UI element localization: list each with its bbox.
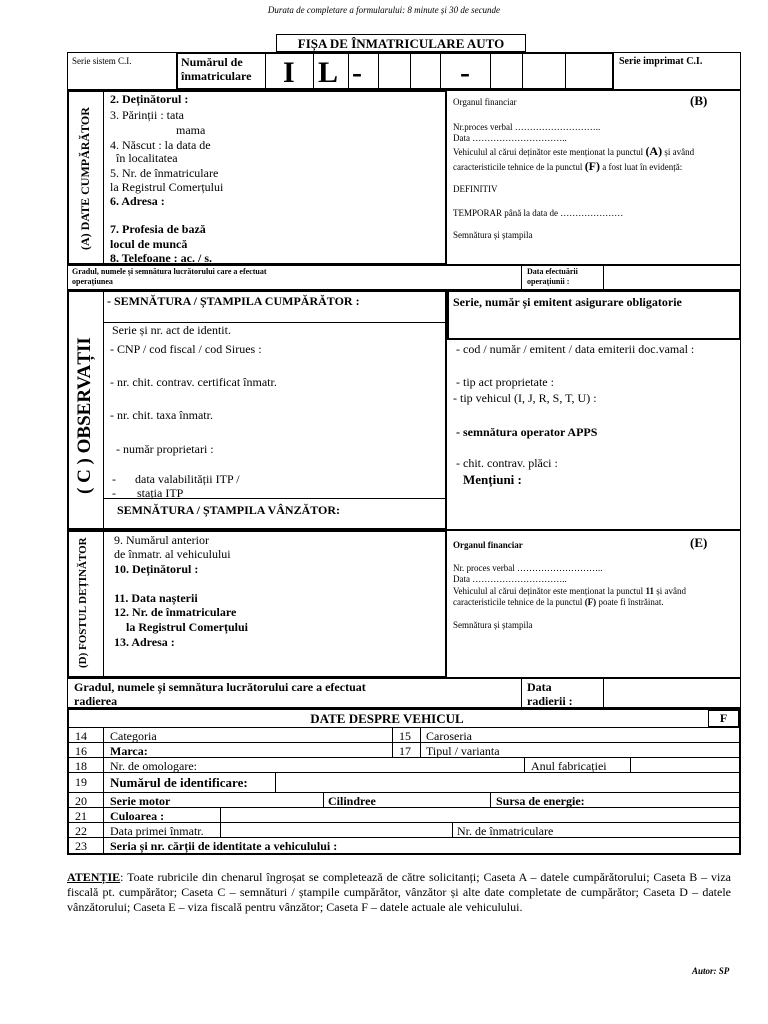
row-16-num: 16: [75, 744, 87, 758]
section-b-label: (B): [690, 93, 708, 108]
data-radierii-2: radierii :: [527, 694, 573, 708]
gradul-radiere: Gradul, numele și semnătura lucrătorului care a efectuat radierea: [74, 680, 366, 708]
itp-statia: stația ITP: [137, 486, 184, 500]
section-e-label: (E): [690, 535, 708, 550]
field-12-registru: la Registrul Comerțului: [126, 620, 248, 634]
section-d-vertical-label: (D) FOSTUL DEȚINĂTOR: [77, 537, 89, 668]
e-vehicul-line2: caracteristicile tehnice de la punctul (F) poate fi înstrăinat.: [453, 597, 664, 607]
section-f-label: F: [719, 711, 728, 725]
row-23-seria-carte: Seria și nr. cărții de identitate a vehiculului :: [110, 839, 338, 853]
itp-valabilitate: data valabilității ITP /: [135, 472, 240, 486]
b-vehicul-line1: Vehiculul al cărui deținător este menționat la punctul (A) și având: [453, 144, 695, 158]
row-14-categoria: Categoria: [110, 729, 157, 743]
gradul-operatiune: Gradul, numele și semnătura lucrătorului care a efectuat operațiunea: [72, 267, 267, 286]
row-20-sursa-energie: Sursa de energie:: [496, 794, 585, 808]
e-organ-financiar: Organul financiar: [453, 540, 523, 550]
b-definitiv: DEFINITIV: [453, 184, 498, 194]
row-17-num: 17: [399, 744, 411, 758]
e-data: Data …………………………..: [453, 574, 567, 584]
anul-fabricatiei: Anul fabricației: [531, 759, 607, 773]
serie-sistem-label: Serie sistem C.I.: [72, 56, 132, 66]
semnatura-apps: - semnătura operator APPS: [456, 425, 598, 439]
b-temporar: TEMPORAR până la data de …………………: [453, 208, 624, 218]
row-22-num: 22: [75, 824, 87, 838]
plate-char-2: L: [318, 56, 339, 89]
row-17-tipul: Tipul / varianta: [426, 744, 500, 758]
chit-placi: - chit. contrav. plăci :: [456, 456, 558, 470]
field-8-telefoane: 8. Telefoane : ac. / s.: [110, 251, 212, 265]
field-12-nr-inmatr: 12. Nr. de înmatriculare: [114, 605, 237, 619]
field-11-data-nasterii: 11. Data nașterii: [114, 591, 198, 605]
row-21-num: 21: [75, 809, 87, 823]
b-nr-proces: Nr.proces verbal ………………………..: [453, 122, 601, 132]
row-22-nr-inmatr: Nr. de înmatriculare: [457, 824, 554, 838]
row-18-num: 18: [75, 759, 87, 773]
row-15-num: 15: [399, 729, 411, 743]
row-22-data-primei: Data primei înmatr.: [110, 824, 204, 838]
row-19-nr-identificare: Numărul de identificare:: [110, 775, 248, 790]
section-a-vertical-label: (A) DATE CUMPĂRĂTOR: [78, 107, 92, 250]
atentie-paragraph: ATENȚIE: Toate rubricile din chenarul îngroșat se completează de către solicitanți; Caseta A – datele cumpărătorului; Caseta B – viza fiscală pt. cumpărător; Caseta C – semnături / ștampile cumpărător, vânzător și alte date completate de cumpărător; Caseta D – datele vânzătorului; Caseta E – viza fiscală pentru vânzător; Caseta F – datele actuale ale vehiculului.: [67, 870, 731, 914]
row-20-cilindree: Cilindree: [328, 794, 376, 808]
section-c-vertical-label: ( C ) OBSERVAȚII: [74, 337, 95, 494]
cnp-cod-fiscal: - CNP / cod fiscal / cod Sirues :: [110, 342, 262, 356]
chit-taxa: - nr. chit. taxa înmatr.: [110, 408, 213, 422]
semnatura-vanzator: SEMNĂTURA / ȘTAMPILA VÂNZĂTOR:: [117, 503, 341, 517]
mentiuni: Mențiuni :: [463, 472, 522, 487]
field-9-vehicul: de înmatr. al vehiculului: [114, 547, 231, 561]
data-radierii-1: Data: [527, 680, 552, 694]
field-2-detinator: 2. Deținătorul :: [110, 92, 189, 106]
b-data: Data …………………………..: [453, 133, 567, 143]
numar-proprietari: - număr proprietari :: [116, 442, 214, 456]
field-7-profesia: 7. Profesia de bază: [110, 222, 206, 236]
field-9-nr-anterior: 9. Numărul anterior: [114, 533, 209, 547]
asigurare-obligatorie: Serie, număr și emitent asigurare obligatorie: [453, 295, 682, 309]
row-18-omologare: Nr. de omologare:: [110, 759, 197, 773]
field-4-localitate: în localitatea: [116, 151, 178, 165]
b-vehicul-line2: caracteristicile tehnice de la punctul (F) a fost luat în evidență:: [453, 159, 683, 173]
row-23-num: 23: [75, 839, 87, 853]
row-14-num: 14: [75, 729, 87, 743]
plate-char-1: I: [283, 56, 295, 89]
cod-doc-vamal: - cod / număr / emitent / data emiterii doc.vamal :: [456, 342, 695, 356]
semnatura-cumparator: - SEMNĂTURA / ȘTAMPILA CUMPĂRĂTOR :: [107, 294, 360, 308]
tip-act-proprietate: - tip act proprietate :: [456, 375, 554, 389]
data-efectuarii: Data efectuării operațiunii :: [527, 267, 578, 286]
serie-act-identit: Serie și nr. act de identit.: [112, 323, 231, 337]
serie-imprimat-label: Serie imprimat C.I.: [619, 56, 703, 67]
row-20-num: 20: [75, 794, 87, 808]
row-16-marca: Marca:: [110, 744, 148, 758]
row-15-caroseria: Caroseria: [426, 729, 472, 743]
e-nr-proces: Nr. proces verbal ………………………..: [453, 563, 603, 573]
field-5-registru: la Registrul Comerțului: [110, 180, 224, 194]
plate-dash-2: -: [460, 56, 470, 89]
field-3-parinti: 3. Părinții : tata: [110, 108, 184, 122]
row-20-serie-motor: Serie motor: [110, 794, 171, 808]
field-4-nascut: 4. Născut : la data de: [110, 138, 211, 152]
fill-duration-note: Durata de completare a formularului: 8 minute și 30 de secunde: [267, 5, 501, 15]
field-7-loc-munca: locul de muncă: [110, 237, 188, 251]
field-10-detinator: 10. Deținătorul :: [114, 562, 199, 576]
tip-vehicul: - tip vehicul (I, J, R, S, T, U) :: [453, 391, 597, 405]
e-vehicul-line1: Vehiculul al cărui deținător este menționat la punctul 11 și având: [453, 586, 686, 596]
b-semnatura: Semnătura și ștampila: [453, 230, 533, 240]
chit-certificat: - nr. chit. contrav. certificat înmatr.: [110, 375, 277, 389]
vehicle-title: DATE DESPRE VEHICUL: [310, 711, 464, 726]
plate-dash-1: -: [352, 56, 362, 89]
field-13-adresa: 13. Adresa :: [114, 635, 175, 649]
row-19-num: 19: [75, 775, 87, 789]
row-21-culoarea: Culoarea :: [110, 809, 165, 823]
field-3-mama: mama: [176, 123, 206, 137]
form-title: FIȘA DE ÎNMATRICULARE AUTO: [297, 36, 505, 51]
e-semnatura: Semnătura și ștampila: [453, 620, 533, 630]
itp-dash-1: -: [112, 472, 116, 486]
plate-label: Numărul de înmatriculare: [181, 55, 252, 83]
b-organ-financiar: Organul financiar: [453, 97, 517, 107]
field-6-adresa: 6. Adresa :: [110, 194, 165, 208]
field-5-nr-inmatr: 5. Nr. de înmatriculare: [110, 166, 219, 180]
author: Autor: SP: [692, 966, 730, 976]
itp-dash-2: -: [112, 486, 116, 500]
